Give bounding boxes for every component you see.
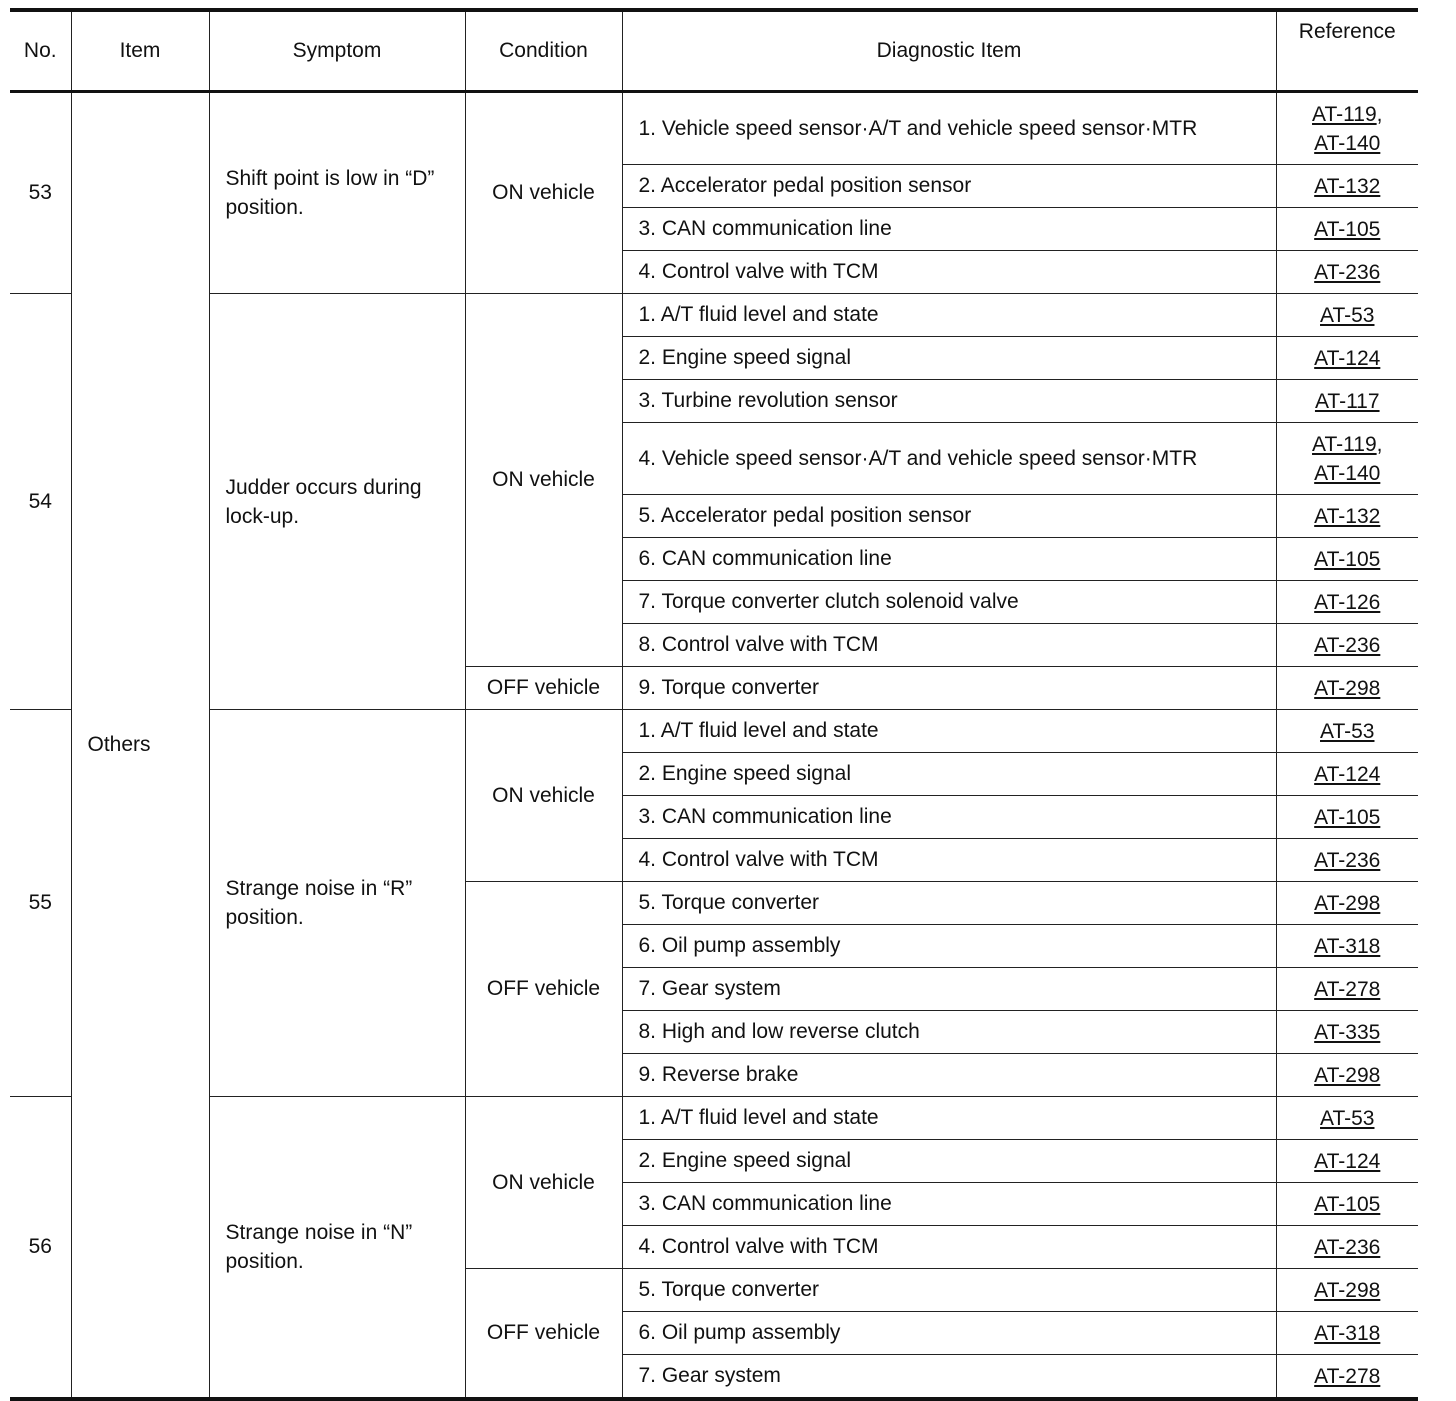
- diagnostic-item-text: 9. Torque converter: [622, 667, 1276, 710]
- reference-link[interactable]: AT-105: [1314, 805, 1381, 829]
- diagnostic-item-text: 4. Control valve with TCM: [622, 839, 1276, 882]
- header-item: Item: [71, 10, 209, 92]
- entry-number: 53: [10, 92, 71, 294]
- symptom-text: Shift point is low in “D” position.: [209, 92, 465, 294]
- reference-cell: [1276, 968, 1418, 1011]
- condition-text: OFF vehicle: [465, 667, 622, 710]
- diagnostic-item-text: 1. A/T fluid level and state: [622, 1097, 1276, 1140]
- symptom-text: Strange noise in “N” position.: [209, 1097, 465, 1400]
- reference-cell: [1276, 380, 1418, 423]
- reference-link[interactable]: AT-124: [1314, 1149, 1381, 1173]
- reference-link[interactable]: AT-53: [1320, 719, 1375, 743]
- reference-link[interactable]: AT-124: [1314, 762, 1381, 786]
- header-diagnostic-item: Diagnostic Item: [622, 10, 1276, 92]
- diagnostic-item-text: 2. Accelerator pedal position sensor: [622, 165, 1276, 208]
- reference-cell: [1276, 1011, 1418, 1054]
- diagnostic-item-text: 8. Control valve with TCM: [622, 624, 1276, 667]
- reference-cell: [1276, 882, 1418, 925]
- reference-cell: [1276, 1269, 1418, 1312]
- reference-cell: [1276, 1054, 1418, 1097]
- reference-cell: [1276, 1097, 1418, 1140]
- header-no: No.: [10, 10, 71, 92]
- diagnostic-item-text: 2. Engine speed signal: [622, 337, 1276, 380]
- header-symptom: Symptom: [209, 10, 465, 92]
- diagnostic-item-text: 5. Torque converter: [622, 1269, 1276, 1312]
- diagnostic-item-text: 3. Turbine revolution sensor: [622, 380, 1276, 423]
- entry-number: 54: [10, 294, 71, 710]
- reference-link[interactable]: AT-124: [1314, 346, 1381, 370]
- reference-cell: [1276, 796, 1418, 839]
- condition-text: ON vehicle: [465, 294, 622, 667]
- reference-link[interactable]: AT-53: [1320, 303, 1375, 327]
- diagnostic-item-text: 5. Accelerator pedal position sensor: [622, 495, 1276, 538]
- reference-link[interactable]: AT-119: [1312, 102, 1377, 126]
- diagnostic-item-text: 1. A/T fluid level and state: [622, 294, 1276, 337]
- reference-link[interactable]: AT-298: [1314, 1063, 1381, 1087]
- condition-text: ON vehicle: [465, 92, 622, 294]
- reference-link[interactable]: AT-298: [1314, 676, 1381, 700]
- reference-cell: [1276, 1140, 1418, 1183]
- reference-link[interactable]: AT-318: [1314, 1321, 1381, 1345]
- reference-link[interactable]: AT-298: [1314, 891, 1381, 915]
- diagnostic-item-text: 9. Reverse brake: [622, 1054, 1276, 1097]
- reference-link[interactable]: AT-298: [1314, 1278, 1381, 1302]
- item-category: Others: [71, 92, 209, 1400]
- reference-link[interactable]: AT-318: [1314, 934, 1381, 958]
- reference-cell: [1276, 839, 1418, 882]
- reference-link[interactable]: AT-117: [1314, 389, 1380, 413]
- reference-cell: [1276, 294, 1418, 337]
- diagnostic-item-text: 3. CAN communication line: [622, 796, 1276, 839]
- reference-cell: [1276, 925, 1418, 968]
- reference-link[interactable]: AT-119: [1312, 432, 1377, 456]
- diagnosis-table: [10, 8, 1418, 1401]
- reference-link[interactable]: AT-105: [1314, 1192, 1381, 1216]
- header-reference: Reference: [1276, 10, 1418, 92]
- reference-cell: [1276, 581, 1418, 624]
- diagnostic-item-text: 5. Torque converter: [622, 882, 1276, 925]
- diagnostic-item-text: 7. Gear system: [622, 968, 1276, 1011]
- reference-link[interactable]: AT-236: [1314, 1235, 1381, 1259]
- diagnostic-item-text: 6. Oil pump assembly: [622, 925, 1276, 968]
- diagnostic-item-text: 3. CAN communication line: [622, 208, 1276, 251]
- reference-link[interactable]: AT-236: [1314, 260, 1381, 284]
- condition-text: OFF vehicle: [465, 882, 622, 1097]
- reference-cell: [1276, 251, 1418, 294]
- entry-number: 56: [10, 1097, 71, 1400]
- symptom-text: Strange noise in “R” position.: [209, 710, 465, 1097]
- reference-cell: [1276, 337, 1418, 380]
- condition-text: OFF vehicle: [465, 1269, 622, 1400]
- diagnostic-item-text: 1. A/T fluid level and state: [622, 710, 1276, 753]
- table-row: [10, 294, 1418, 337]
- table-row: [10, 92, 1418, 165]
- diagnostic-item-text: 3. CAN communication line: [622, 1183, 1276, 1226]
- reference-cell: [1276, 1312, 1418, 1355]
- diagnostic-item-text: 4. Control valve with TCM: [622, 251, 1276, 294]
- reference-link[interactable]: AT-132: [1314, 174, 1381, 198]
- table-row: [10, 1097, 1418, 1140]
- reference-link[interactable]: AT-53: [1320, 1106, 1375, 1130]
- diagnostic-item-text: 4. Control valve with TCM: [622, 1226, 1276, 1269]
- reference-cell: [1276, 667, 1418, 710]
- diagnostic-item-text: 7. Torque converter clutch solenoid valve: [622, 581, 1276, 624]
- table-body: [10, 92, 1418, 1400]
- entry-number: 55: [10, 710, 71, 1097]
- reference-link[interactable]: AT-132: [1314, 504, 1381, 528]
- reference-cell: [1276, 1226, 1418, 1269]
- diagnostic-item-text: 6. CAN communication line: [622, 538, 1276, 581]
- diagnostic-item-text: 1. Vehicle speed sensor·A/T and vehicle speed sensor·MTR: [622, 92, 1276, 165]
- reference-link[interactable]: AT-105: [1314, 547, 1381, 571]
- diagnostic-item-text: 6. Oil pump assembly: [622, 1312, 1276, 1355]
- reference-link[interactable]: AT-278: [1314, 977, 1381, 1001]
- reference-link[interactable]: AT-236: [1314, 633, 1381, 657]
- diagnostic-item-text: 7. Gear system: [622, 1355, 1276, 1400]
- header-condition: Condition: [465, 10, 622, 92]
- reference-link[interactable]: AT-236: [1314, 848, 1381, 872]
- reference-separator: ,: [1376, 432, 1383, 456]
- reference-cell: [1276, 208, 1418, 251]
- diagnostic-item-text: 8. High and low reverse clutch: [622, 1011, 1276, 1054]
- symptom-text: Judder occurs during lock-up.: [209, 294, 465, 710]
- reference-link[interactable]: AT-126: [1314, 590, 1381, 614]
- reference-cell: [1276, 495, 1418, 538]
- table-row: [10, 710, 1418, 753]
- reference-cell: [1276, 624, 1418, 667]
- diagnostic-item-text: 4. Vehicle speed sensor·A/T and vehicle speed sensor·MTR: [622, 423, 1276, 495]
- reference-link[interactable]: AT-140: [1314, 461, 1381, 485]
- reference-cell: [1276, 423, 1418, 495]
- reference-cell: [1276, 92, 1418, 165]
- condition-text: ON vehicle: [465, 710, 622, 882]
- reference-cell: [1276, 753, 1418, 796]
- condition-text: ON vehicle: [465, 1097, 622, 1269]
- diagnostic-item-text: 2. Engine speed signal: [622, 1140, 1276, 1183]
- diagnostic-item-text: 2. Engine speed signal: [622, 753, 1276, 796]
- reference-cell: [1276, 1355, 1418, 1400]
- reference-link[interactable]: AT-335: [1314, 1020, 1381, 1044]
- reference-link[interactable]: AT-140: [1314, 131, 1381, 155]
- header-row: [10, 10, 1418, 92]
- reference-cell: [1276, 165, 1418, 208]
- reference-cell: [1276, 1183, 1418, 1226]
- reference-link[interactable]: AT-278: [1314, 1364, 1381, 1388]
- reference-cell: [1276, 538, 1418, 581]
- reference-separator: ,: [1376, 102, 1383, 126]
- reference-link[interactable]: AT-105: [1314, 217, 1381, 241]
- reference-cell: [1276, 710, 1418, 753]
